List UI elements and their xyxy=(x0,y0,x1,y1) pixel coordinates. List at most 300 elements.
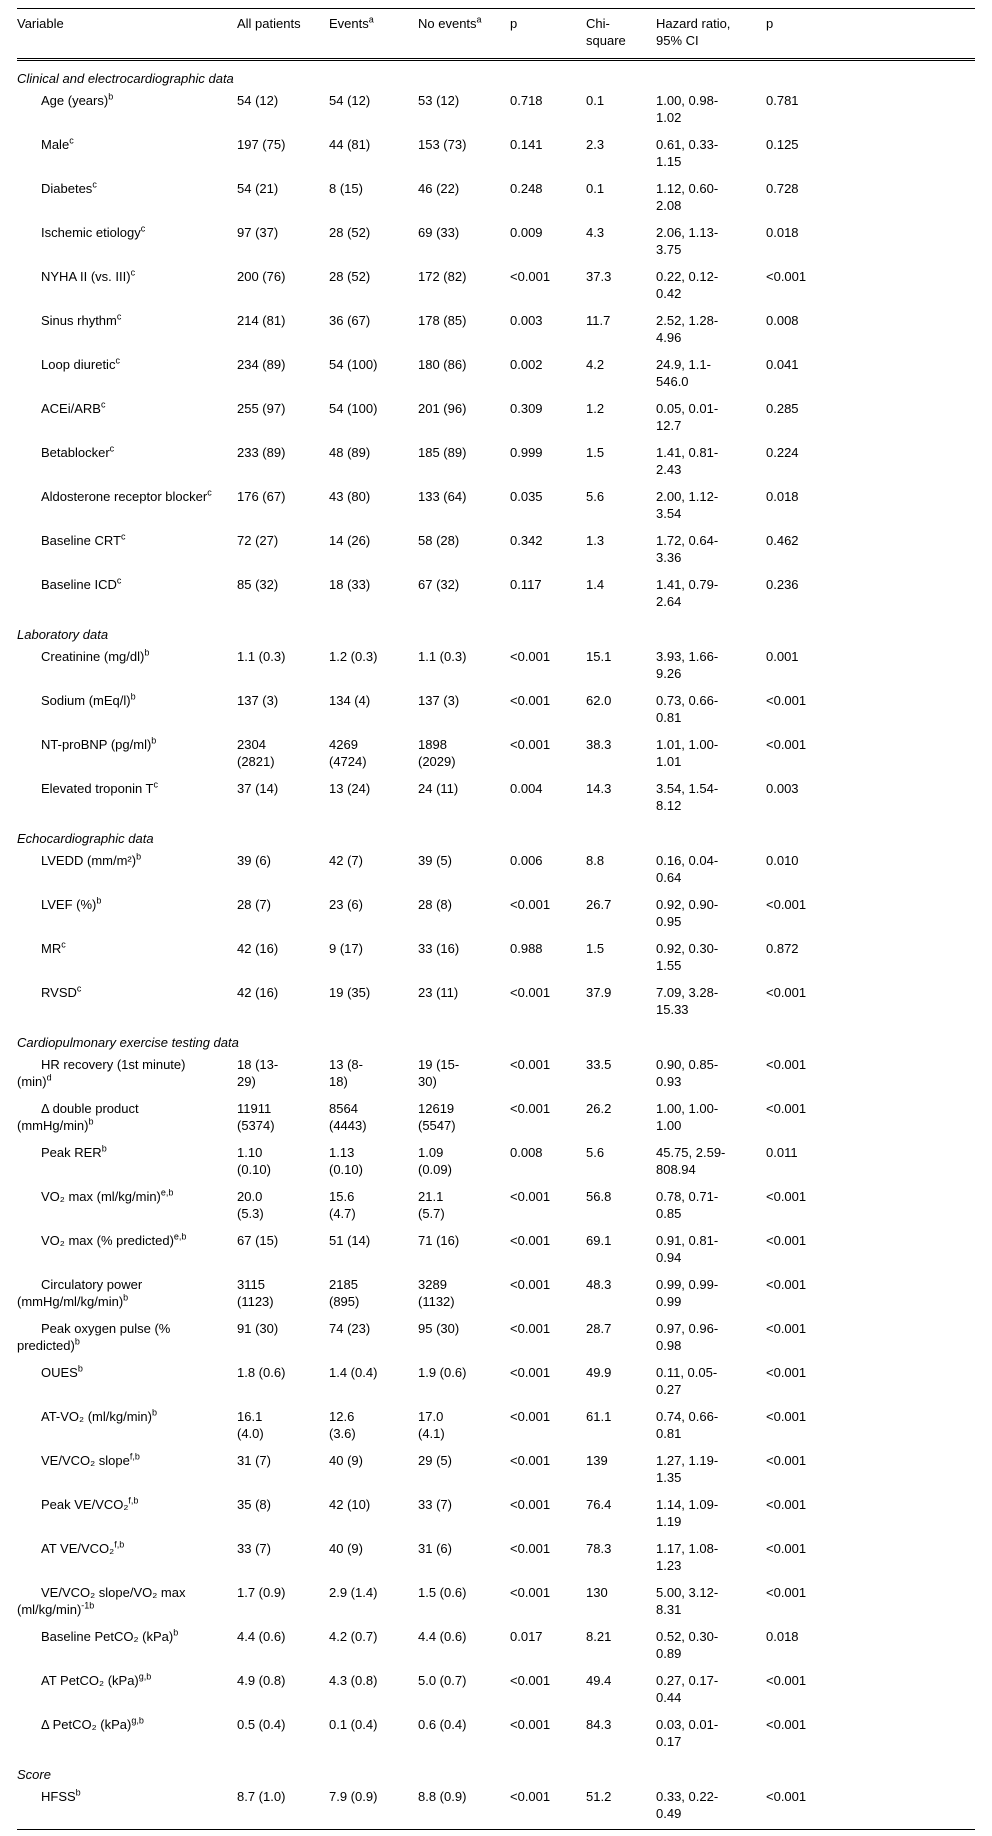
value-cell: <0.001 xyxy=(510,1101,551,1116)
footnote-marker: a xyxy=(476,14,482,25)
value-cell: 0.05, 0.01-12.7 xyxy=(656,401,719,433)
footnote-marker: c xyxy=(116,575,122,586)
table-row xyxy=(17,849,975,893)
value-cell: 0.285 xyxy=(766,401,799,416)
value-cell: 176 (67) xyxy=(237,489,286,504)
value-cell: 0.78, 0.71-0.85 xyxy=(656,1189,719,1221)
value-cell: 0.001 xyxy=(766,649,799,664)
column-header xyxy=(766,9,975,60)
value-cell: <0.001 xyxy=(510,1277,551,1292)
section-row xyxy=(17,60,975,90)
variable-label: Diabetes xyxy=(41,181,93,196)
value-cell: 40 (9) xyxy=(329,1541,363,1556)
table-row xyxy=(17,645,975,689)
value-cell: 178 (85) xyxy=(418,313,467,328)
value-cell: <0.001 xyxy=(766,1057,807,1072)
value-cell: 15.1 xyxy=(586,649,612,664)
value-cell: 134 (4) xyxy=(329,693,371,708)
value-cell: 0.33, 0.22-0.49 xyxy=(656,1789,719,1821)
value-cell: 54 (100) xyxy=(329,401,378,416)
footnote-marker: b xyxy=(108,91,114,102)
value-cell: 53 (12) xyxy=(418,93,460,108)
variable-cell xyxy=(17,1713,237,1757)
variable-label: RVSD xyxy=(41,985,77,1000)
table-row xyxy=(17,1493,975,1537)
value-cell: 0.004 xyxy=(510,781,543,796)
footnote-marker: b xyxy=(151,735,157,746)
value-cell: 35 (8) xyxy=(237,1497,271,1512)
footnote-marker: b xyxy=(123,1292,129,1303)
value-cell: 0.236 xyxy=(766,577,799,592)
value-cell: 1.41, 0.81-2.43 xyxy=(656,445,719,477)
value-cell: 13 (8-18) xyxy=(329,1057,363,1089)
table-row xyxy=(17,1097,975,1141)
table-row xyxy=(17,1229,975,1273)
table-row xyxy=(17,1449,975,1493)
column-header xyxy=(510,9,586,60)
value-cell: 4.3 xyxy=(586,225,605,240)
footnote-marker: e,b xyxy=(173,1231,187,1242)
table-row xyxy=(17,441,975,485)
value-cell: 33 (16) xyxy=(418,941,460,956)
value-cell: 1.01, 1.00-1.01 xyxy=(656,737,719,769)
value-cell: 4.2 (0.7) xyxy=(329,1629,378,1644)
value-cell: <0.001 xyxy=(766,269,807,284)
variable-cell xyxy=(17,733,237,777)
table-row xyxy=(17,777,975,821)
value-cell: 91 (30) xyxy=(237,1321,279,1336)
value-cell: <0.001 xyxy=(510,1497,551,1512)
footnote-marker: c xyxy=(130,267,136,278)
value-cell: 0.03, 0.01-0.17 xyxy=(656,1717,719,1749)
variable-cell xyxy=(17,89,237,133)
footnote-marker: g,b xyxy=(138,1671,152,1682)
footnote-marker: a xyxy=(368,14,374,25)
value-cell: 20.0 (5.3) xyxy=(237,1189,264,1221)
column-header xyxy=(418,9,510,60)
value-cell: 11911 (5374) xyxy=(237,1101,275,1133)
value-cell: <0.001 xyxy=(766,1717,807,1732)
footnote-marker: c xyxy=(207,487,212,498)
variable-cell xyxy=(17,529,237,573)
value-cell: 0.342 xyxy=(510,533,543,548)
value-cell: 1.41, 0.79-2.64 xyxy=(656,577,719,609)
column-header-label: Hazard ratio, 95% CI xyxy=(656,16,731,48)
variable-label: Δ PetCO₂ (kPa) xyxy=(41,1717,132,1732)
variable-label: HFSS xyxy=(41,1789,76,1804)
table-row xyxy=(17,1405,975,1449)
value-cell: 197 (75) xyxy=(237,137,286,152)
value-cell: 8.8 xyxy=(586,853,605,868)
footnote-marker: e,b xyxy=(160,1187,174,1198)
table-row xyxy=(17,221,975,265)
variable-label: Peak RER xyxy=(41,1145,102,1160)
variable-cell xyxy=(17,1097,237,1141)
variable-cell xyxy=(17,937,237,981)
table-row xyxy=(17,309,975,353)
variable-cell xyxy=(17,893,237,937)
value-cell: 0.008 xyxy=(510,1145,543,1160)
variable-cell xyxy=(17,777,237,821)
value-cell: 2.00, 1.12-3.54 xyxy=(656,489,719,521)
value-cell: 26.7 xyxy=(586,897,612,912)
value-cell: 71 (16) xyxy=(418,1233,460,1248)
value-cell: 1.13 (0.10) xyxy=(329,1145,363,1177)
variable-label: LVEDD (mm/m²) xyxy=(41,853,137,868)
value-cell: 0.1 xyxy=(586,181,605,196)
value-cell: 28 (8) xyxy=(418,897,452,912)
value-cell: <0.001 xyxy=(766,1541,807,1556)
value-cell: 0.006 xyxy=(510,853,543,868)
variable-label: Sinus rhythm xyxy=(41,313,117,328)
value-cell: 28 (52) xyxy=(329,225,371,240)
value-cell: 84.3 xyxy=(586,1717,612,1732)
value-cell: 58 (28) xyxy=(418,533,460,548)
value-cell: 0.999 xyxy=(510,445,543,460)
value-cell: <0.001 xyxy=(766,1453,807,1468)
value-cell: 7.9 (0.9) xyxy=(329,1789,378,1804)
value-cell: 26.2 xyxy=(586,1101,612,1116)
value-cell: 1.14, 1.09-1.19 xyxy=(656,1497,719,1529)
footnote-marker: c xyxy=(76,983,82,994)
value-cell: 31 (6) xyxy=(418,1541,452,1556)
table-row xyxy=(17,689,975,733)
value-cell: 0.009 xyxy=(510,225,543,240)
value-cell: 0.22, 0.12-0.42 xyxy=(656,269,719,301)
value-cell: 48 (89) xyxy=(329,445,371,460)
value-cell: 0.61, 0.33-1.15 xyxy=(656,137,719,169)
variable-cell xyxy=(17,849,237,893)
section-title: Echocardiographic data xyxy=(17,831,154,846)
footnote-marker: c xyxy=(116,311,122,322)
value-cell: 0.90, 0.85-0.93 xyxy=(656,1057,719,1089)
value-cell: <0.001 xyxy=(766,1101,807,1116)
value-cell: 51.2 xyxy=(586,1789,612,1804)
variable-label: Peak VE/VCO₂ xyxy=(41,1497,129,1512)
table-row xyxy=(17,265,975,309)
footnote-marker: b xyxy=(96,895,102,906)
value-cell: 76.4 xyxy=(586,1497,612,1512)
footnote-marker: c xyxy=(120,531,126,542)
value-cell: 153 (73) xyxy=(418,137,467,152)
value-cell: 33 (7) xyxy=(418,1497,452,1512)
footnote-marker: c xyxy=(153,779,158,790)
value-cell: 15.6 (4.7) xyxy=(329,1189,356,1221)
variable-label: Betablocker xyxy=(41,445,110,460)
footnote-marker: b xyxy=(88,1116,94,1127)
value-cell: <0.001 xyxy=(766,737,807,752)
variable-label: MR xyxy=(41,941,62,956)
value-cell: 97 (37) xyxy=(237,225,279,240)
value-cell: 234 (89) xyxy=(237,357,286,372)
table-row xyxy=(17,1785,975,1830)
value-cell: 214 (81) xyxy=(237,313,286,328)
variable-cell xyxy=(17,1141,237,1185)
value-cell: 14.3 xyxy=(586,781,612,796)
value-cell: 2.9 (1.4) xyxy=(329,1585,378,1600)
value-cell: 36 (67) xyxy=(329,313,371,328)
value-cell: 1.1 (0.3) xyxy=(418,649,467,664)
variable-cell xyxy=(17,1493,237,1537)
value-cell: 78.3 xyxy=(586,1541,612,1556)
value-cell: 18 (33) xyxy=(329,577,371,592)
footnote-marker: b xyxy=(151,1407,157,1418)
value-cell: 2.06, 1.13-3.75 xyxy=(656,225,719,257)
value-cell: <0.001 xyxy=(510,269,551,284)
value-cell: 39 (5) xyxy=(418,853,452,868)
value-cell: 0.248 xyxy=(510,181,543,196)
value-cell: 62.0 xyxy=(586,693,612,708)
table-row xyxy=(17,177,975,221)
value-cell: 233 (89) xyxy=(237,445,286,460)
value-cell: 74 (23) xyxy=(329,1321,371,1336)
value-cell: 0.718 xyxy=(510,93,543,108)
value-cell: 4.3 (0.8) xyxy=(329,1673,378,1688)
footnote-marker: b xyxy=(173,1627,179,1638)
value-cell: 8.8 (0.9) xyxy=(418,1789,467,1804)
value-cell: 172 (82) xyxy=(418,269,467,284)
value-cell: 1.7 (0.9) xyxy=(237,1585,286,1600)
value-cell: 1.09 (0.09) xyxy=(418,1145,452,1177)
variable-label: Loop diuretic xyxy=(41,357,116,372)
value-cell: 1.1 (0.3) xyxy=(237,649,286,664)
variable-label: NT-proBNP (pg/ml) xyxy=(41,737,152,752)
value-cell: 137 (3) xyxy=(237,693,279,708)
value-cell: <0.001 xyxy=(510,1233,551,1248)
variable-label: HR recovery (1st minute) (min) xyxy=(17,1057,186,1089)
value-cell: 38.3 xyxy=(586,737,612,752)
value-cell: 2.52, 1.28-4.96 xyxy=(656,313,719,345)
variable-label: OUES xyxy=(41,1365,78,1380)
value-cell: <0.001 xyxy=(510,1453,551,1468)
section-row xyxy=(17,1757,975,1785)
value-cell: 1.5 xyxy=(586,941,605,956)
footnote-marker: c xyxy=(109,443,115,454)
footnote-marker: b xyxy=(136,851,142,862)
value-cell: 48.3 xyxy=(586,1277,612,1292)
value-cell: 0.91, 0.81-0.94 xyxy=(656,1233,719,1265)
value-cell: 0.781 xyxy=(766,93,799,108)
variable-label: NYHA II (vs. III) xyxy=(41,269,131,284)
column-header-label: Events xyxy=(329,16,369,31)
value-cell: 85 (32) xyxy=(237,577,279,592)
variable-label: Ischemic etiology xyxy=(41,225,141,240)
value-cell: <0.001 xyxy=(766,985,807,1000)
value-cell: <0.001 xyxy=(510,737,551,752)
value-cell: 2.3 xyxy=(586,137,605,152)
footnote-marker: c xyxy=(115,355,120,366)
value-cell: 1.27, 1.19-1.35 xyxy=(656,1453,719,1485)
value-cell: 23 (6) xyxy=(329,897,363,912)
value-cell: 33 (7) xyxy=(237,1541,271,1556)
table-row xyxy=(17,1581,975,1625)
value-cell: 37.3 xyxy=(586,269,612,284)
value-cell: 4.9 (0.8) xyxy=(237,1673,286,1688)
value-cell: 139 xyxy=(586,1453,608,1468)
column-header-label: No events xyxy=(418,16,477,31)
value-cell: 0.97, 0.96-0.98 xyxy=(656,1321,719,1353)
value-cell: 0.010 xyxy=(766,853,799,868)
value-cell: <0.001 xyxy=(766,1233,807,1248)
variable-label: Baseline ICD xyxy=(41,577,117,592)
value-cell: 185 (89) xyxy=(418,445,467,460)
value-cell: 17.0 (4.1) xyxy=(418,1409,445,1441)
table-row xyxy=(17,1185,975,1229)
value-cell: 29 (5) xyxy=(418,1453,452,1468)
value-cell: <0.001 xyxy=(510,1409,551,1424)
section-title: Laboratory data xyxy=(17,627,109,642)
section-title: Clinical and electrocardiographic data xyxy=(17,71,234,86)
variable-cell xyxy=(17,1229,237,1273)
value-cell: 3.54, 1.54-8.12 xyxy=(656,781,719,813)
footnote-marker: f,b xyxy=(128,1495,139,1506)
variable-label: Baseline CRT xyxy=(41,533,121,548)
footnote-marker: c xyxy=(69,135,74,146)
value-cell: 4.4 (0.6) xyxy=(418,1629,467,1644)
value-cell: 7.09, 3.28-15.33 xyxy=(656,985,719,1017)
value-cell: <0.001 xyxy=(766,1585,807,1600)
value-cell: 5.6 xyxy=(586,489,605,504)
value-cell: 0.011 xyxy=(766,1145,798,1160)
table-body xyxy=(17,60,975,1830)
footnote-marker: g,b xyxy=(131,1715,144,1726)
value-cell: <0.001 xyxy=(510,985,551,1000)
value-cell: 33.5 xyxy=(586,1057,612,1072)
value-cell: 28 (7) xyxy=(237,897,271,912)
footnote-marker: b xyxy=(144,647,150,658)
value-cell: 8.21 xyxy=(586,1629,612,1644)
value-cell: 0.224 xyxy=(766,445,799,460)
value-cell: <0.001 xyxy=(766,1673,807,1688)
value-cell: 0.008 xyxy=(766,313,799,328)
value-cell: 24 (11) xyxy=(418,781,459,796)
value-cell: <0.001 xyxy=(766,693,807,708)
value-cell: 2304 (2821) xyxy=(237,737,275,769)
value-cell: 0.462 xyxy=(766,533,799,548)
column-header-label: Variable xyxy=(17,16,64,31)
value-cell: 31 (7) xyxy=(237,1453,271,1468)
value-cell: 3289 (1132) xyxy=(418,1277,455,1309)
value-cell: 56.8 xyxy=(586,1189,612,1204)
value-cell: 130 xyxy=(586,1585,608,1600)
table-row xyxy=(17,981,975,1025)
table-row xyxy=(17,397,975,441)
value-cell: <0.001 xyxy=(766,1409,807,1424)
variable-label: AT VE/VCO₂ xyxy=(41,1541,115,1556)
value-cell: <0.001 xyxy=(766,897,807,912)
value-cell: 0.003 xyxy=(510,313,543,328)
value-cell: 0.1 xyxy=(586,93,605,108)
variable-label: Δ double product (mmHg/min) xyxy=(17,1101,139,1133)
value-cell: 61.1 xyxy=(586,1409,612,1424)
table-row xyxy=(17,1361,975,1405)
value-cell: 0.141 xyxy=(510,137,543,152)
value-cell: 1.9 (0.6) xyxy=(418,1365,467,1380)
value-cell: 1.5 (0.6) xyxy=(418,1585,467,1600)
variable-label: VO₂ max (% predicted) xyxy=(41,1233,174,1248)
value-cell: 1.4 xyxy=(586,577,605,592)
value-cell: 0.018 xyxy=(766,225,799,240)
value-cell: 16.1 (4.0) xyxy=(237,1409,264,1441)
value-cell: 69.1 xyxy=(586,1233,612,1248)
value-cell: 18 (13-29) xyxy=(237,1057,279,1089)
variable-cell xyxy=(17,309,237,353)
column-header xyxy=(586,9,656,60)
value-cell: 0.99, 0.99-0.99 xyxy=(656,1277,719,1309)
column-header xyxy=(17,9,237,60)
value-cell: 19 (35) xyxy=(329,985,371,1000)
section-title: Cardiopulmonary exercise testing data xyxy=(17,1035,239,1050)
variable-cell xyxy=(17,1581,237,1625)
value-cell: 0.017 xyxy=(510,1629,543,1644)
value-cell: 8 (15) xyxy=(329,181,363,196)
variable-cell xyxy=(17,265,237,309)
variable-label: ACEi/ARB xyxy=(41,401,101,416)
value-cell: 133 (64) xyxy=(418,489,467,504)
table-row xyxy=(17,1625,975,1669)
footnote-marker: -1b xyxy=(81,1600,95,1611)
value-cell: 8564 (4443) xyxy=(329,1101,367,1133)
value-cell: 0.11, 0.05-0.27 xyxy=(656,1365,718,1397)
value-cell: <0.001 xyxy=(510,1057,551,1072)
value-cell: 255 (97) xyxy=(237,401,286,416)
value-cell: 4269 (4724) xyxy=(329,737,367,769)
variable-label: Sodium (mEq/l) xyxy=(41,693,131,708)
value-cell: 9 (17) xyxy=(329,941,363,956)
value-cell: 12619 (5547) xyxy=(418,1101,456,1133)
value-cell: 28.7 xyxy=(586,1321,612,1336)
column-header-label: p xyxy=(766,16,774,31)
value-cell: <0.001 xyxy=(510,1717,551,1732)
value-cell: <0.001 xyxy=(510,1365,551,1380)
value-cell: 1.17, 1.08-1.23 xyxy=(656,1541,719,1573)
value-cell: 54 (12) xyxy=(329,93,371,108)
value-cell: 0.018 xyxy=(766,1629,799,1644)
variable-label: Peak oxygen pulse (% predicted) xyxy=(17,1321,171,1353)
variable-label: AT PetCO₂ (kPa) xyxy=(41,1673,139,1688)
value-cell: 0.1 (0.4) xyxy=(329,1717,378,1732)
variable-cell xyxy=(17,645,237,689)
variable-cell xyxy=(17,1053,237,1097)
value-cell: <0.001 xyxy=(510,693,551,708)
value-cell: 1.12, 0.60-2.08 xyxy=(656,181,719,213)
value-cell: 3.93, 1.66-9.26 xyxy=(656,649,719,681)
value-cell: 3115 (1123) xyxy=(237,1277,274,1309)
value-cell: 1.10 (0.10) xyxy=(237,1145,271,1177)
value-cell: <0.001 xyxy=(766,1789,807,1804)
value-cell: 1.5 xyxy=(586,445,605,460)
value-cell: 1.2 (0.3) xyxy=(329,649,378,664)
value-cell: 19 (15-30) xyxy=(418,1057,460,1089)
variable-cell xyxy=(17,177,237,221)
value-cell: 5.0 (0.7) xyxy=(418,1673,467,1688)
footnote-marker: c xyxy=(92,179,97,190)
value-cell: 1.2 xyxy=(586,401,605,416)
variable-cell xyxy=(17,573,237,617)
value-cell: <0.001 xyxy=(766,1365,807,1380)
value-cell: 23 (11) xyxy=(418,985,459,1000)
value-cell: 0.309 xyxy=(510,401,543,416)
value-cell: 2185 (895) xyxy=(329,1277,360,1309)
footnote-marker: b xyxy=(101,1143,107,1154)
value-cell: 67 (15) xyxy=(237,1233,279,1248)
variable-label: LVEF (%) xyxy=(41,897,97,912)
variable-label: VO₂ max (ml/kg/min) xyxy=(41,1189,161,1204)
variable-cell xyxy=(17,441,237,485)
column-header-label: All patients xyxy=(237,16,301,31)
variable-cell xyxy=(17,1537,237,1581)
value-cell: 49.4 xyxy=(586,1673,612,1688)
